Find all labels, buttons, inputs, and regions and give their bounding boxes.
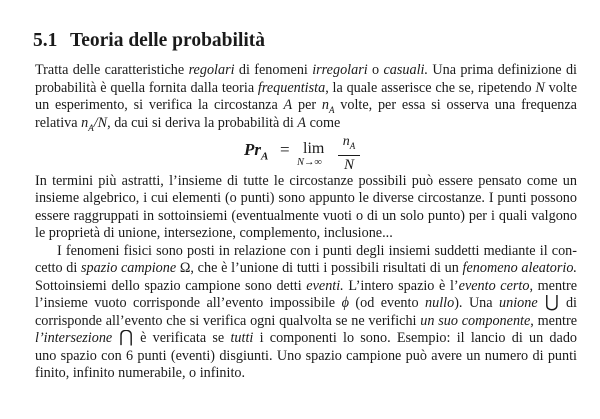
text-run: L’intero spazio è l’ (343, 278, 459, 294)
emphasis-text: fenomeno aleatorio. (462, 260, 577, 276)
emphasis-text: A (283, 97, 293, 113)
text-run: insieme algebrico, i cui elementi (o punti) sono appunto le diverse circostanze. I punti possono (35, 190, 577, 206)
emphasis-text: nullo (425, 295, 455, 311)
paragraph-3-line-3 (35, 278, 577, 295)
text-run: (od evento (348, 295, 426, 311)
emphasis-text: n (321, 97, 329, 113)
paragraph-3-line-6 (35, 330, 577, 347)
text-run: Una prima definizione di (428, 62, 577, 78)
emphasis-text: regolari (188, 62, 235, 78)
text-run: In termini più astratti, l’insieme di tutte le circostanze possibili può essere pensato come un (35, 173, 577, 189)
emphasis-text: l’intersezione (35, 330, 113, 346)
paragraph-1-line-4 (35, 115, 577, 132)
paragraph-3-line-8 (35, 365, 577, 382)
text-run: come (306, 115, 341, 131)
paragraph-2-line-1 (35, 173, 577, 190)
formula-fraction (338, 134, 360, 174)
fraction-bar (338, 155, 360, 156)
paragraph-2-line-3 (35, 208, 577, 225)
emphasis-text: unione (499, 295, 538, 311)
text-run: , mentre (530, 313, 577, 329)
text-run: A (328, 104, 335, 114)
text-run: A (88, 122, 94, 132)
text-run: l’insieme vuoto corrisponde all’evento impossibile (35, 295, 342, 311)
paragraph-3-line-1 (57, 243, 577, 260)
section-title: Teoria delle probabilità (70, 30, 266, 51)
emphasis-text: evento certo (458, 278, 530, 294)
paragraph-1-line-2 (35, 80, 577, 97)
paragraph-3-line-2 (35, 260, 577, 277)
emphasis-text: n (81, 115, 89, 131)
text-run: Sottoinsiemi dello spazio campione sono detti (35, 278, 307, 294)
text-run: essere raggruppati in sottoinsiemi (eventualmente vuoti o di un solo punto) per i quali valgono (35, 208, 577, 224)
text-run: uno spazio con 6 punti (eventi) disgiunti. Uno spazio campione può avere un numero di punti (35, 348, 577, 364)
paragraph-3-line-7 (35, 348, 577, 365)
text-run: probabilità è quella fornita dalla teoria (35, 80, 258, 96)
text-run: volte, per essa si osserva una frequenza (334, 97, 577, 113)
emphasis-text: ϕ (341, 295, 349, 311)
text-run: cetto di (35, 260, 82, 276)
emphasis-text: frequentista (257, 80, 326, 96)
probability-formula (0, 134, 600, 173)
emphasis-text: /N (93, 115, 108, 131)
text-run: o (367, 62, 384, 78)
fraction-denominator: N (343, 156, 354, 173)
paragraph-1-line-1 (35, 62, 577, 79)
text-run: finito, infinito numerabile, o infinito. (35, 365, 246, 381)
emphasis-text: casuali. (383, 62, 428, 78)
formula-lim-subscript: N→∞ (297, 157, 322, 168)
paragraph-3-line-4 (35, 295, 577, 312)
text-run: i componenti lo sono. Esempio: il lancio di un dado (259, 330, 577, 346)
text-run: ). Una (454, 295, 500, 311)
text-run: è verificata se (140, 330, 231, 346)
formula-lim: lim (303, 140, 325, 157)
paragraph-2-line-4 (35, 225, 577, 242)
emphasis-text: un suo componente (420, 313, 531, 329)
emphasis-text: A (297, 115, 307, 131)
text-run: corrisponde all’evento che si verifica ogni qualvolta se ne verifichi (35, 313, 421, 329)
text-run: , mentre (529, 278, 577, 294)
text-run: per (292, 97, 322, 113)
emphasis-text: spazio campione (81, 260, 177, 276)
emphasis-text: eventi. (306, 278, 344, 294)
emphasis-text: N (535, 80, 545, 96)
text-run: Tratta delle caratteristiche (35, 62, 189, 78)
emphasis-text: irregolari (312, 62, 368, 78)
paragraph-3-line-5 (35, 313, 577, 330)
section-heading (33, 30, 265, 52)
text-run: , da cui si deriva la probabilità di (107, 115, 298, 131)
formula-lhs: $Pr_A$ (244, 140, 269, 163)
text-run: le proprietà di unione, intersezione, complemento, inclusione... (35, 225, 393, 241)
intersection-symbol: ⋂ (112, 330, 141, 346)
text-run: un esperimento, si verifica la circostanza (35, 97, 284, 113)
text-run: di fenomeni (234, 62, 313, 78)
union-symbol: ⋃ (537, 295, 566, 311)
paragraph-2-line-2 (35, 190, 577, 207)
paragraph-1-line-3 (35, 97, 577, 114)
fraction-numerator: $n_A$ (342, 134, 356, 151)
text-run: relativa (35, 115, 82, 131)
text-run: di (565, 295, 577, 311)
text-run: volte (544, 80, 577, 96)
emphasis-text: tutti (230, 330, 254, 346)
section-number: 5.1 (33, 30, 58, 51)
text-run: , la quale asserisce che se, ripetendo (325, 80, 536, 96)
text-run: Ω, che è l’unione di tutti i possibili risultati di un (176, 260, 463, 276)
text-run: I fenomeni fisici sono posti in relazione con i punti degli insiemi suddetti mediante il con- (57, 243, 577, 259)
formula-equals: = (280, 140, 290, 159)
